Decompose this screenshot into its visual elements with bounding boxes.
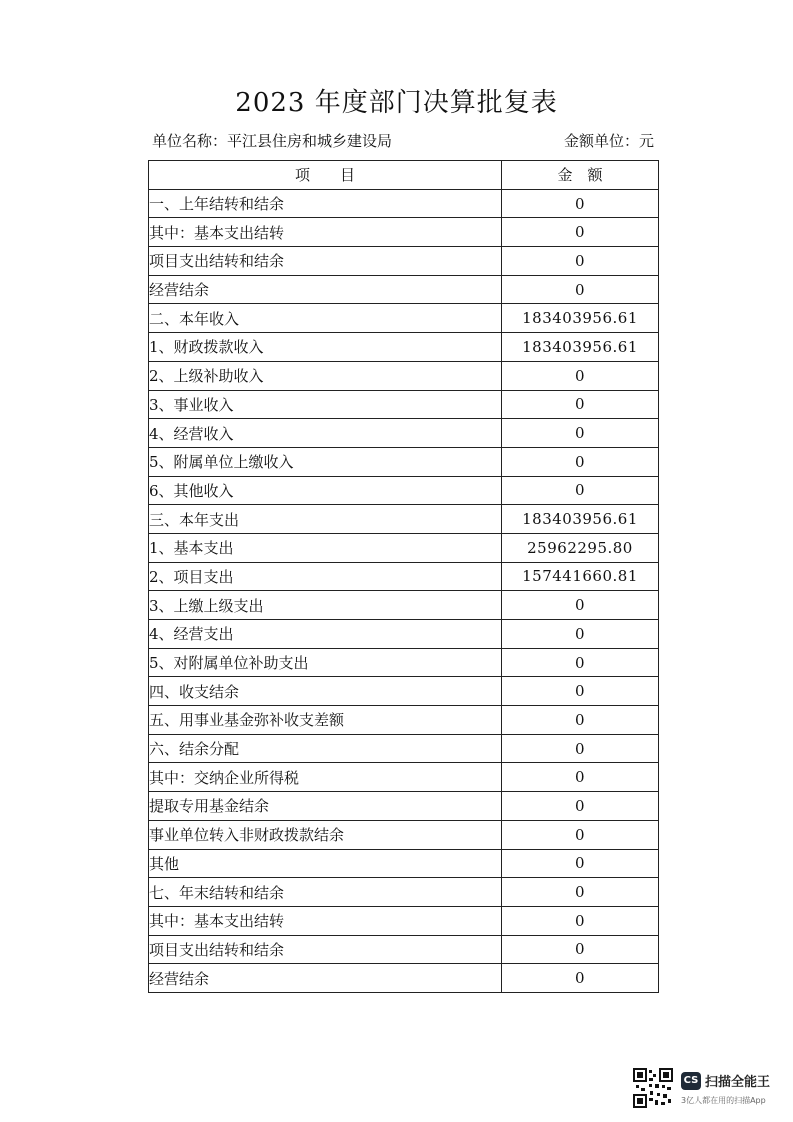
table-row (149, 304, 659, 333)
table-header-row (149, 161, 659, 190)
table-row (149, 648, 659, 677)
table-row (149, 562, 659, 591)
row-label: 2、上级补助收入 (149, 361, 502, 390)
row-amount: 0 (502, 247, 659, 276)
row-label: 二、本年收入 (149, 304, 502, 333)
row-amount: 0 (502, 419, 659, 448)
table-row (149, 792, 659, 821)
row-label: 五、用事业基金弥补收支差额 (149, 706, 502, 735)
row-label: 6、其他收入 (149, 476, 502, 505)
scanner-app-name: 扫描全能王 (705, 1075, 771, 1090)
row-amount: 0 (502, 476, 659, 505)
row-label: 2、项目支出 (149, 562, 502, 591)
row-label: 提取专用基金结余 (149, 792, 502, 821)
row-label: 项目支出结转和结余 (149, 247, 502, 276)
row-label: 其他 (149, 849, 502, 878)
budget-table (148, 160, 659, 993)
column-header-amount: 金 额 (502, 161, 659, 190)
row-label: 项目支出结转和结余 (149, 935, 502, 964)
table-row (149, 390, 659, 419)
table-row (149, 591, 659, 620)
row-label: 四、收支结余 (149, 677, 502, 706)
table-row (149, 820, 659, 849)
row-label: 七、年末结转和结余 (149, 878, 502, 907)
table-row (149, 935, 659, 964)
scanner-watermark (633, 1068, 783, 1110)
table-row (149, 476, 659, 505)
row-amount: 157441660.81 (502, 562, 659, 591)
row-amount: 0 (502, 591, 659, 620)
row-amount: 183403956.61 (502, 333, 659, 362)
row-label: 其中：基本支出结转 (149, 218, 502, 247)
table-row (149, 964, 659, 993)
row-amount: 25962295.80 (502, 533, 659, 562)
row-amount: 0 (502, 734, 659, 763)
row-amount: 0 (502, 218, 659, 247)
row-label: 4、经营收入 (149, 419, 502, 448)
row-amount: 0 (502, 935, 659, 964)
row-amount: 0 (502, 447, 659, 476)
table-row (149, 677, 659, 706)
table-row (149, 878, 659, 907)
table-row (149, 189, 659, 218)
row-label: 3、上缴上级支出 (149, 591, 502, 620)
table-row (149, 763, 659, 792)
row-amount: 0 (502, 677, 659, 706)
row-label: 5、对附属单位补助支出 (149, 648, 502, 677)
table-row (149, 620, 659, 649)
table-row (149, 447, 659, 476)
row-amount: 0 (502, 706, 659, 735)
row-amount: 183403956.61 (502, 304, 659, 333)
row-amount: 0 (502, 275, 659, 304)
row-label: 其中：交纳企业所得税 (149, 763, 502, 792)
table-row (149, 533, 659, 562)
row-label: 其中：基本支出结转 (149, 906, 502, 935)
column-header-item: 项 目 (149, 161, 502, 190)
currency-unit: 金额单位：元 (563, 132, 654, 150)
row-label: 三、本年支出 (149, 505, 502, 534)
row-label: 1、基本支出 (149, 533, 502, 562)
row-label: 1、财政拨款收入 (149, 333, 502, 362)
row-amount: 0 (502, 620, 659, 649)
table-row (149, 247, 659, 276)
table-row (149, 361, 659, 390)
table-row (149, 275, 659, 304)
table-row (149, 734, 659, 763)
qr-code-icon (633, 1068, 673, 1108)
row-label: 3、事业收入 (149, 390, 502, 419)
row-amount: 0 (502, 820, 659, 849)
row-amount: 0 (502, 792, 659, 821)
row-label: 事业单位转入非财政拨款结余 (149, 820, 502, 849)
page-title: 2023 年度部门决算批复表 (235, 88, 558, 118)
row-amount: 0 (502, 964, 659, 993)
row-amount: 0 (502, 906, 659, 935)
table-row (149, 218, 659, 247)
scanner-logo: CS (681, 1072, 701, 1090)
table-row (149, 849, 659, 878)
row-amount: 0 (502, 878, 659, 907)
table-row (149, 906, 659, 935)
row-amount: 0 (502, 189, 659, 218)
unit-name: 单位名称：平江县住房和城乡建设局 (152, 132, 393, 150)
row-label: 4、经营支出 (149, 620, 502, 649)
table-row (149, 505, 659, 534)
row-label: 经营结余 (149, 964, 502, 993)
row-amount: 0 (502, 763, 659, 792)
row-amount: 0 (502, 849, 659, 878)
row-amount: 0 (502, 390, 659, 419)
row-amount: 183403956.61 (502, 505, 659, 534)
table-row (149, 706, 659, 735)
scanner-slogan: 3亿人都在用的扫描App (681, 1096, 766, 1105)
row-label: 经营结余 (149, 275, 502, 304)
row-label: 5、附属单位上缴收入 (149, 447, 502, 476)
row-amount: 0 (502, 648, 659, 677)
row-label: 六、结余分配 (149, 734, 502, 763)
row-label: 一、上年结转和结余 (149, 189, 502, 218)
table-row (149, 333, 659, 362)
table-row (149, 419, 659, 448)
row-amount: 0 (502, 361, 659, 390)
